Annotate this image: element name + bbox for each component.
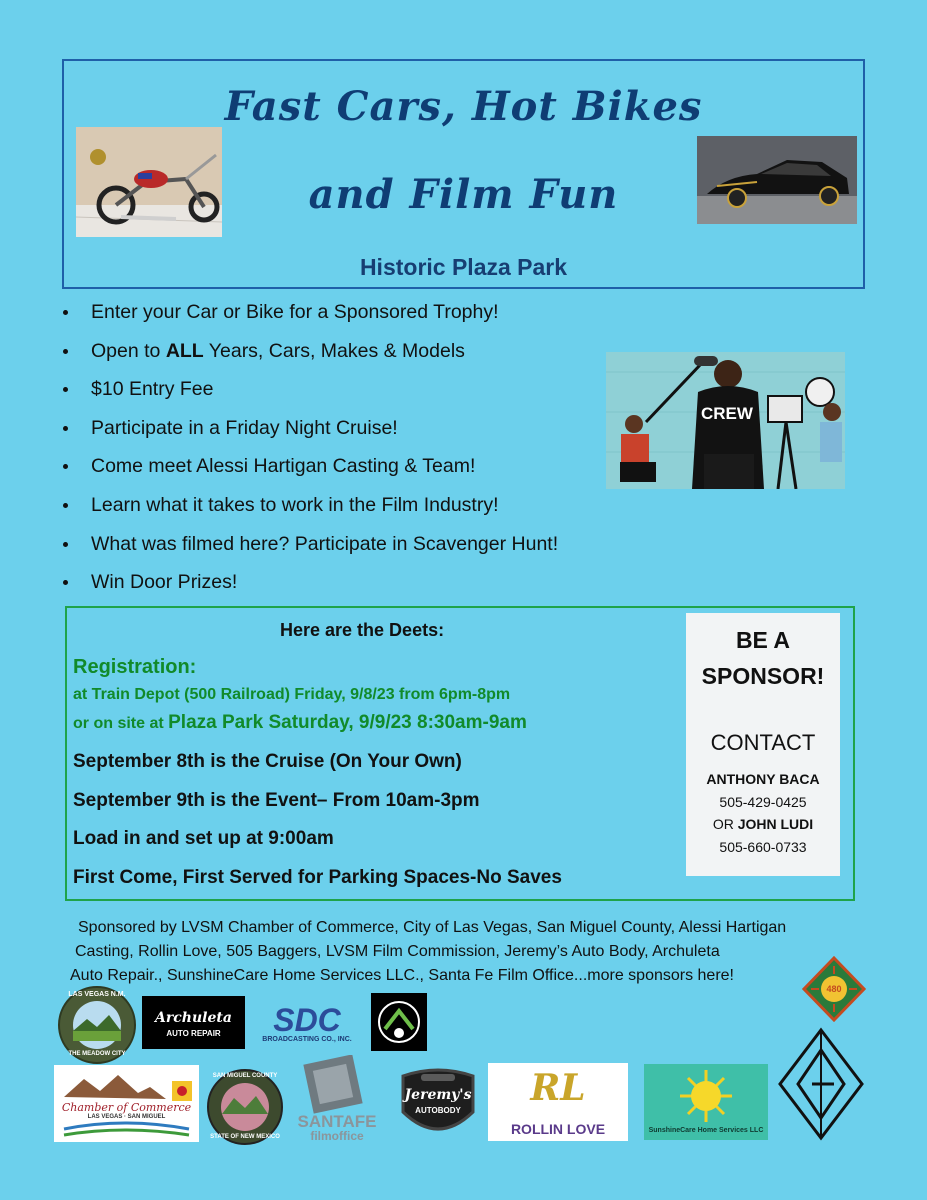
bullet-dot (63, 387, 68, 392)
sponsored-by-line-2: Casting, Rollin Love, 505 Baggers, LVSM Film Commission, Jeremy’s Auto Body, Archuleta (75, 943, 720, 960)
deets-heading: Here are the Deets: (280, 620, 445, 640)
registration-line-1: at Train Depot (500 Railroad) Friday, 9/8/23 from 6pm-8pm (73, 686, 511, 703)
rollin-love-logo (488, 1063, 628, 1141)
jeremys-autobody-logo (393, 1062, 483, 1146)
contact-name-2-line (686, 816, 840, 832)
crew-label: CREW (701, 404, 753, 423)
list-item (60, 491, 620, 530)
las-vegas-seal-bottom-text: THE MEADOW CITY (68, 1051, 126, 1057)
sponsor-panel (686, 613, 840, 876)
list-item-text: Participate in a Friday Night Cruise! (91, 416, 398, 439)
list-item-text: $10 Entry Fee (91, 378, 214, 401)
archuleta-sub: AUTO REPAIR (166, 1029, 221, 1038)
list-item-emphasis: ALL (165, 339, 204, 362)
sunshine-name: SunshineCare Home Services LLC (648, 1127, 764, 1134)
las-vegas-city-seal-logo (57, 985, 137, 1065)
feature-list (60, 298, 620, 607)
list-item (60, 337, 620, 376)
contact-name-1: ANTHONY BACA (706, 771, 820, 787)
sdc-sub: BROADCASTING CO., INC. (262, 1036, 352, 1043)
sponsor-heading-line-2: SPONSOR! (701, 663, 825, 689)
sdc-broadcasting-logo (257, 998, 357, 1048)
cruise-line: September 8th is the Cruise (On Your Own) (73, 751, 462, 772)
contact-name-2: JOHN LUDI (737, 816, 814, 832)
chamber-name: Chamber of Commerce (61, 1101, 192, 1114)
film-crew-illustration (606, 352, 845, 489)
contact-phone-2: 505-660-0733 (719, 839, 807, 855)
sponsored-by-line-3: Auto Repair., SunshineCare Home Services LLC., Santa Fe Film Office...more sponsors here! (70, 967, 734, 984)
bullet-dot (63, 580, 68, 585)
motorcycle-photo (76, 127, 222, 237)
jeremys-sub: AUTOBODY (415, 1106, 461, 1115)
geometric-g-logo (776, 1026, 866, 1142)
route-66-zia-logo (802, 956, 866, 1022)
santa-fe-film-office-logo (288, 1055, 386, 1145)
santafe-sub: filmoffice (310, 1129, 364, 1143)
bullet-dot (63, 310, 68, 315)
sponsored-by-line-1: Sponsored by LVSM Chamber of Commerce, City of Las Vegas, San Miguel County, Alessi Hartigan (78, 919, 787, 936)
chamber-of-commerce-logo (54, 1065, 199, 1142)
registration-label: Registration: (73, 656, 197, 678)
archuleta-auto-repair-logo (142, 996, 245, 1049)
list-item (60, 530, 620, 569)
sunshinecare-logo (644, 1064, 768, 1140)
505-baggers-logo (371, 993, 427, 1051)
list-item-text: Open to (91, 339, 166, 362)
loadin-line: Load in and set up at 9:00am (73, 828, 334, 849)
registration-line-2-main: Plaza Park Saturday, 9/9/23 8:30am-9am (168, 712, 527, 733)
registration-line-2 (73, 712, 527, 734)
santafe-name: SANTAFE (297, 1112, 377, 1131)
list-item-text: Come meet Alessi Hartigan Casting & Team! (91, 455, 476, 478)
list-item (60, 414, 620, 453)
list-item (60, 568, 620, 607)
or-label: OR (712, 816, 738, 832)
bullet-dot (63, 464, 68, 469)
chamber-sub: LAS VEGAS · SAN MIGUEL (87, 1114, 166, 1120)
bullet-dot (63, 542, 68, 547)
subtitle: Historic Plaza Park (359, 254, 568, 280)
parking-line: First Come, First Served for Parking Spaces-No Saves (73, 867, 562, 888)
list-item (60, 375, 620, 414)
contact-phone-1: 505-429-0425 (719, 794, 807, 810)
las-vegas-seal-top-text: LAS VEGAS N.M. (68, 991, 126, 998)
list-item (60, 298, 620, 337)
event-line: September 9th is the Event– From 10am-3pm (73, 790, 480, 811)
san-miguel-county-seal-logo (206, 1068, 284, 1146)
county-seal-top-text: SAN MIGUEL COUNTY (212, 1073, 278, 1079)
rollin-name: ROLLIN LOVE (510, 1121, 606, 1137)
rollin-monogram: RL (530, 1067, 586, 1109)
list-item-text: Win Door Prizes! (91, 571, 238, 594)
bullet-dot (63, 349, 68, 354)
registration-line-2-prefix: or on site at (73, 715, 169, 732)
title-line-1: Fast Cars, Hot Bikes (224, 83, 703, 130)
bullet-dot (63, 503, 68, 508)
jeremys-name: Jeremy's (404, 1087, 472, 1103)
bullet-dot (63, 426, 68, 431)
contact-label: CONTACT (710, 730, 816, 755)
list-item-text: Learn what it takes to work in the Film Industry! (91, 493, 499, 516)
list-item (60, 452, 620, 491)
route-number: 480 (826, 984, 842, 994)
county-seal-bottom-text: STATE OF NEW MEXICO (210, 1134, 280, 1140)
title-line-2: and Film Fun (308, 171, 619, 218)
archuleta-name: Archuleta (155, 1010, 232, 1026)
list-item-text: Enter your Car or Bike for a Sponsored Trophy! (91, 301, 499, 323)
car-photo (697, 136, 857, 224)
list-item-text: What was filmed here? Participate in Scavenger Hunt! (91, 532, 559, 555)
sponsor-heading-line-1: BE A (735, 627, 791, 653)
sdc-name: SDC (273, 1002, 341, 1038)
list-item-text: Years, Cars, Makes & Models (203, 339, 465, 362)
